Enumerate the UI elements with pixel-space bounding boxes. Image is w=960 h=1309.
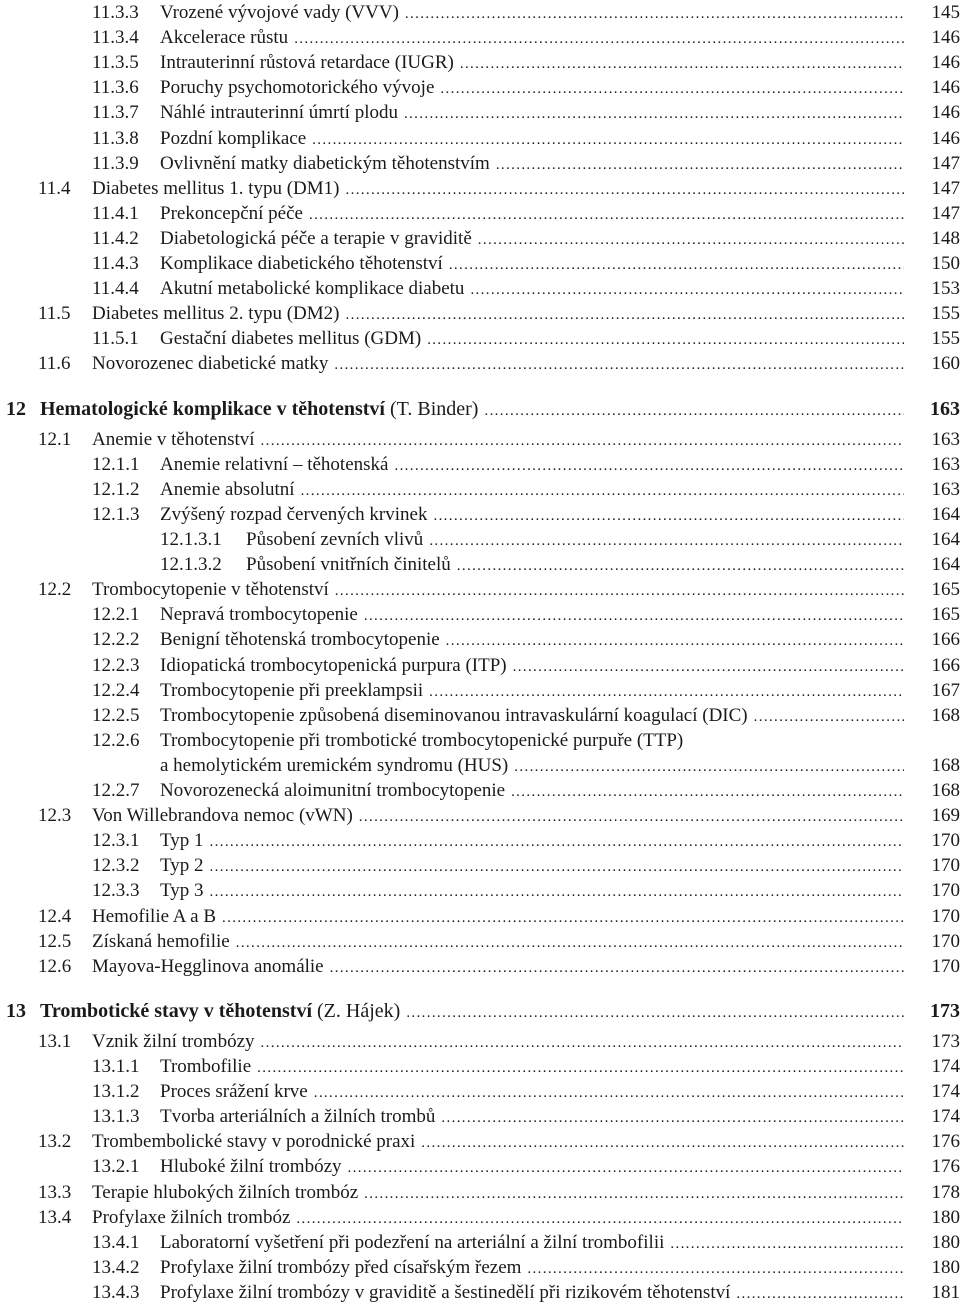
entry-number: 13.4.2 — [92, 1256, 140, 1278]
entry-title: Diabetologická péče a terapie v graviditě — [160, 227, 472, 249]
entry-title: Terapie hlubokých žilních trombóz — [92, 1181, 359, 1203]
toc-entry — [0, 1104, 960, 1129]
toc-entry — [0, 1129, 960, 1154]
dot-leader — [457, 552, 904, 579]
entry-number: 11.3.8 — [92, 127, 139, 149]
toc-entry — [0, 1205, 960, 1230]
entry-number: 12.2.3 — [92, 654, 140, 676]
toc-entry — [0, 653, 960, 678]
page-number: 173 — [931, 1030, 960, 1052]
page-number: 166 — [931, 654, 960, 676]
chapter-title: Trombotické stavy v těhotenství — [40, 999, 313, 1022]
entry-title: Trombocytopenie při preeklampsii — [160, 679, 424, 701]
toc-entry — [0, 552, 960, 577]
page-number: 166 — [931, 629, 960, 651]
chapter-entry — [0, 999, 960, 1024]
dot-leader — [478, 226, 904, 253]
dot-leader — [346, 176, 905, 203]
entry-number: 12 — [6, 397, 26, 420]
entry-title: Laboratorní vyšetření při podezření na arteriální a žilní trombofilii — [160, 1231, 665, 1253]
entry-title: Benigní těhotenská trombocytopenie — [160, 629, 440, 651]
entry-title: Vrozené vývojové vady (VVV) — [160, 2, 399, 23]
entry-title: Gestační diabetes mellitus (GDM) — [160, 328, 422, 350]
entry-number: 13.1 — [38, 1030, 72, 1052]
entry-title: Typ 2 — [160, 855, 204, 877]
dot-leader — [334, 351, 904, 378]
entry-title: Prekoncepční péče — [160, 202, 303, 224]
toc-entry — [0, 929, 960, 954]
page-number: 147 — [931, 152, 960, 174]
page-number: 180 — [931, 1256, 960, 1278]
entry-number: 11.6 — [38, 353, 71, 375]
dot-leader — [421, 1129, 904, 1156]
page-number: 164 — [931, 503, 960, 525]
dot-leader — [470, 276, 904, 303]
dot-leader — [736, 1280, 904, 1307]
entry-number: 12.3.2 — [92, 855, 140, 877]
page-number: 165 — [931, 604, 960, 626]
toc-entry — [0, 577, 960, 602]
entry-title: Akcelerace růstu — [160, 27, 289, 49]
page-number: 160 — [931, 353, 960, 375]
dot-leader — [405, 0, 904, 27]
entry-title: Zvýšený rozpad červených krvinek — [160, 503, 428, 525]
dot-leader — [301, 477, 904, 504]
toc-entry — [0, 1029, 960, 1054]
entry-number: 12.1.2 — [92, 478, 140, 500]
entry-title: Akutní metabolické komplikace diabetu — [160, 278, 465, 300]
entry-number: 11.4 — [38, 177, 71, 199]
entry-number: 11.3.3 — [92, 2, 139, 23]
dot-leader — [364, 1180, 904, 1207]
entry-number: 12.2.2 — [92, 629, 140, 651]
entry-title: Nepravá trombocytopenie — [160, 604, 358, 626]
page-number: 169 — [931, 805, 960, 827]
dot-leader — [496, 151, 904, 178]
toc-entry — [0, 0, 960, 25]
toc-entry — [0, 853, 960, 878]
entry-number: 12.2.6 — [92, 729, 140, 751]
entry-title: Profylaxe žilních trombóz — [92, 1206, 291, 1228]
entry-title: Hemofilie A a B — [92, 905, 217, 927]
entry-number: 12.2.4 — [92, 679, 140, 701]
entry-number: 11.3.9 — [92, 152, 139, 174]
dot-leader — [754, 703, 904, 730]
entry-title: Trombocytopenie způsobená diseminovanou intravaskulární koagulací (DIC) — [160, 704, 748, 726]
page-number: 170 — [931, 855, 960, 877]
entry-title: Trombembolické stavy v porodnické praxi — [92, 1131, 416, 1153]
entry-number: 12.1.3.2 — [160, 554, 222, 576]
dot-leader — [404, 100, 904, 127]
entry-number: 11.5 — [38, 303, 71, 325]
chapter-title: Hematologické komplikace v těhotenství — [40, 397, 385, 420]
entry-title-line2: a hemolytickém uremickém syndromu (HUS) — [160, 753, 514, 780]
entry-number: 13.1.3 — [92, 1106, 140, 1128]
entry-number: 11.4.4 — [92, 278, 139, 300]
entry-title: Anemie absolutní — [160, 478, 295, 500]
page-number: 163 — [930, 397, 960, 420]
dot-leader — [460, 50, 904, 77]
entry-title: Intrauterinní růstová retardace (IUGR) — [160, 52, 454, 74]
page-number: 146 — [931, 52, 960, 74]
toc-entry — [0, 1154, 960, 1179]
entry-number: 12.1.3.1 — [160, 529, 222, 550]
page-number: 176 — [931, 1131, 960, 1153]
toc-entry — [0, 351, 960, 376]
page-number: 163 — [931, 478, 960, 500]
entry-number: 12.6 — [38, 955, 72, 977]
entry-number: 11.3.7 — [92, 102, 139, 124]
dot-leader — [511, 778, 904, 805]
entry-number: 12.5 — [38, 930, 72, 952]
page-number: 147 — [931, 202, 960, 224]
dot-leader — [527, 1255, 904, 1282]
page-number: 170 — [931, 830, 960, 852]
toc-entry — [0, 75, 960, 100]
toc-entry — [0, 1230, 960, 1255]
entry-title: Novorozenec diabetické matky — [92, 353, 329, 375]
entry-number: 11.3.6 — [92, 77, 139, 99]
dot-leader — [484, 397, 904, 424]
entry-title: Typ 3 — [160, 880, 204, 902]
entry-title: Pozdní komplikace — [160, 127, 307, 149]
page-number: 153 — [931, 278, 960, 300]
dot-leader — [427, 326, 904, 353]
entry-number: 11.4.1 — [92, 202, 139, 224]
dot-leader — [670, 1230, 904, 1257]
toc-entry — [0, 477, 960, 502]
entry-title: Komplikace diabetického těhotenství — [160, 253, 443, 274]
entry-number: 13.1.2 — [92, 1081, 140, 1103]
page-number: 180 — [931, 1206, 960, 1228]
dot-leader — [312, 126, 904, 153]
entry-title: Novorozenecká aloimunitní trombocytopenie — [160, 780, 506, 801]
entry-title: Proces srážení krve — [160, 1081, 308, 1103]
entry-title: Náhlé intrauterinní úmrtí plodu — [160, 102, 398, 124]
page-number: 167 — [931, 679, 960, 701]
entry-number: 13.2.1 — [92, 1156, 140, 1178]
entry-number: 13.4.1 — [92, 1231, 140, 1253]
entry-title: Von Willebrandova nemoc (vWN) — [92, 805, 353, 827]
entry-title: Tvorba arteriálních a žilních trombů — [160, 1106, 436, 1128]
toc-entry — [0, 151, 960, 176]
entry-title: Mayova-Hegglinova anomálie — [92, 955, 324, 977]
toc-entry — [0, 301, 960, 326]
entry-title: Diabetes mellitus 1. typu (DM1) — [92, 177, 340, 199]
entry-number: 13.4 — [38, 1206, 72, 1228]
page-number: 163 — [931, 453, 960, 475]
entry-title: Působení vnitřních činitelů — [246, 554, 451, 576]
page-number: 168 — [931, 754, 960, 776]
entry-number: 12.2.1 — [92, 604, 140, 626]
entry-title: Profylaxe žilní trombózy před císařským řezem — [160, 1256, 522, 1278]
dot-leader — [441, 1104, 904, 1131]
dot-leader — [440, 75, 904, 102]
dot-leader — [446, 627, 904, 654]
page-number: 155 — [931, 328, 960, 350]
entry-title: Vznik žilní trombózy — [92, 1030, 255, 1052]
entry-number: 12.3.3 — [92, 880, 140, 902]
dot-leader — [429, 678, 904, 705]
toc-entry — [0, 627, 960, 652]
page-number: 147 — [931, 177, 960, 199]
dot-leader — [330, 954, 904, 981]
dot-leader — [406, 999, 904, 1026]
entry-title: Trombocytopenie při trombotické trombocytopenické purpuře (TTP) — [160, 729, 684, 751]
entry-number: 12.3 — [38, 805, 72, 827]
entry-title: Anemie relativní – těhotenská — [160, 453, 389, 475]
page-number: 145 — [931, 2, 960, 23]
entry-title: Hluboké žilní trombózy — [160, 1156, 342, 1178]
entry-number: 12.2.5 — [92, 704, 140, 726]
page-number: 165 — [931, 579, 960, 601]
toc-entry — [0, 703, 960, 728]
entry-number: 12.2 — [38, 579, 72, 601]
toc-entry — [0, 25, 960, 50]
page-number: 178 — [931, 1181, 960, 1203]
page-number: 181 — [931, 1281, 960, 1303]
entry-number: 12.3.1 — [92, 830, 140, 852]
toc-entry — [0, 602, 960, 627]
page-number: 164 — [931, 529, 960, 550]
entry-number: 11.4.2 — [92, 227, 139, 249]
entry-title: Profylaxe žilní trombózy v graviditě a šestinedělí při rizikovém těhotenství — [160, 1281, 731, 1303]
page-number: 146 — [931, 127, 960, 149]
entry-title: Trombocytopenie v těhotenství — [92, 579, 329, 601]
toc-entry — [0, 778, 960, 803]
entry-title: Typ 1 — [160, 830, 204, 852]
entry-number: 12.4 — [38, 905, 72, 927]
entry-number: 12.2.7 — [92, 780, 140, 801]
chapter-author: (T. Binder) — [389, 397, 479, 420]
dot-leader — [513, 653, 904, 680]
dot-leader — [210, 853, 904, 880]
dot-leader — [236, 929, 904, 956]
dot-leader — [449, 251, 904, 278]
dot-leader — [296, 1205, 904, 1232]
entry-title: Trombofilie — [160, 1056, 252, 1077]
dot-leader — [257, 1054, 904, 1081]
dot-leader — [335, 577, 904, 604]
toc-entry — [0, 1255, 960, 1280]
page-number: 146 — [931, 27, 960, 49]
page-number: 163 — [931, 428, 960, 450]
page-number: 170 — [931, 955, 960, 977]
dot-leader — [514, 753, 904, 780]
toc-entry — [0, 1054, 960, 1079]
page-number: 148 — [931, 227, 960, 249]
toc-entry — [0, 251, 960, 276]
toc-entry — [0, 878, 960, 903]
toc-entry — [0, 527, 960, 552]
entry-title: Diabetes mellitus 2. typu (DM2) — [92, 303, 340, 325]
toc-entry — [0, 126, 960, 151]
page-number: 173 — [930, 999, 960, 1022]
dot-leader — [261, 427, 904, 454]
toc-entry — [0, 954, 960, 979]
toc-entry — [0, 1079, 960, 1104]
chapter-entry — [0, 397, 960, 422]
entry-title: Působení zevních vlivů — [246, 529, 424, 550]
dot-leader — [359, 803, 904, 830]
toc-entry — [0, 201, 960, 226]
entry-title: Anemie v těhotenství — [92, 428, 255, 450]
toc-entry-continuation — [0, 753, 960, 778]
dot-leader — [261, 1029, 904, 1056]
entry-title: Získaná hemofilie — [92, 930, 230, 952]
page-number: 170 — [931, 930, 960, 952]
entry-title: Idiopatická trombocytopenická purpura (ITP) — [160, 654, 507, 676]
dot-leader — [210, 828, 904, 855]
dot-leader — [429, 527, 904, 554]
page-number: 146 — [931, 102, 960, 124]
entry-title: Poruchy psychomotorického vývoje — [160, 77, 435, 99]
entry-number: 11.5.1 — [92, 328, 139, 350]
entry-title: Ovlivnění matky diabetickým těhotenstvím — [160, 152, 490, 174]
entry-number: 12.1.3 — [92, 503, 140, 525]
page-number: 174 — [931, 1081, 960, 1103]
dot-leader — [210, 878, 904, 905]
entry-number: 13.1.1 — [92, 1056, 140, 1077]
toc-entry — [0, 502, 960, 527]
entry-number: 13.2 — [38, 1131, 72, 1153]
entry-number: 11.3.5 — [92, 52, 139, 74]
toc-entry — [0, 226, 960, 251]
dot-leader — [433, 502, 904, 529]
page-number: 168 — [931, 780, 960, 801]
page-number: 155 — [931, 303, 960, 325]
toc-entry — [0, 50, 960, 75]
toc-entry — [0, 678, 960, 703]
chapter-author: (Z. Hájek) — [317, 999, 401, 1022]
entry-number: 13.3 — [38, 1181, 72, 1203]
entry-number: 13.4.3 — [92, 1281, 140, 1303]
entry-number: 11.3.4 — [92, 27, 139, 49]
page-number: 174 — [931, 1056, 960, 1077]
toc-entry — [0, 1180, 960, 1205]
entry-number: 12.1.1 — [92, 453, 140, 475]
page-number: 174 — [931, 1106, 960, 1128]
toc-entry — [0, 100, 960, 125]
page-number: 170 — [931, 905, 960, 927]
toc-entry — [0, 828, 960, 853]
dot-leader — [309, 201, 904, 228]
toc-entry — [0, 728, 960, 753]
entry-number: 12.1 — [38, 428, 72, 450]
dot-leader — [364, 602, 904, 629]
toc-entry — [0, 326, 960, 351]
dot-leader — [294, 25, 904, 52]
page-number: 170 — [931, 880, 960, 902]
page-number: 146 — [931, 77, 960, 99]
toc-entry — [0, 803, 960, 828]
toc-entry — [0, 176, 960, 201]
dot-leader — [394, 452, 904, 479]
page-number: 150 — [931, 253, 960, 274]
page-number: 180 — [931, 1231, 960, 1253]
page-number: 164 — [931, 554, 960, 576]
entry-number: 11.4.3 — [92, 253, 139, 274]
dot-leader — [314, 1079, 904, 1106]
dot-leader — [346, 301, 905, 328]
page-number: 176 — [931, 1156, 960, 1178]
toc-entry — [0, 904, 960, 929]
page-number: 168 — [931, 704, 960, 726]
toc-entry — [0, 1280, 960, 1305]
dot-leader — [348, 1154, 904, 1181]
dot-leader — [222, 904, 904, 931]
toc-entry — [0, 276, 960, 301]
toc-entry — [0, 452, 960, 477]
entry-number: 13 — [6, 999, 26, 1022]
toc-entry — [0, 427, 960, 452]
